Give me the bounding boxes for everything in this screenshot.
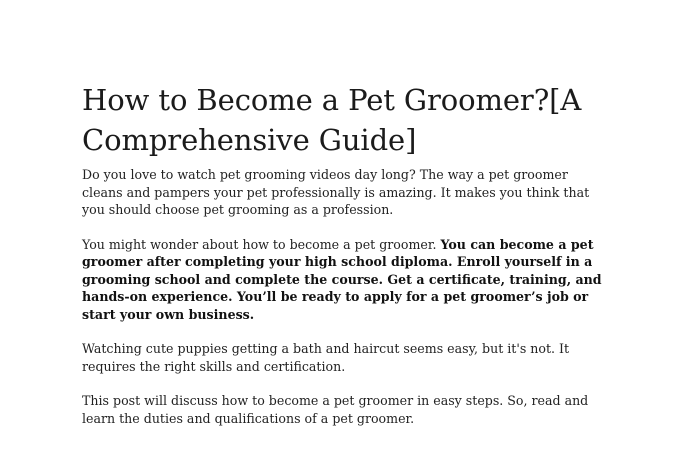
article-title: How to Become a Pet Groomer?[A Comprehensive Guide]	[82, 83, 582, 157]
summary-paragraph	[82, 236, 602, 324]
intro-paragraph: Do you love to watch pet grooming videos day long? The way a pet groomer cleans and pampers your pet professionally is amazing. It makes you think that you should choose pet grooming as a profession.	[82, 167, 590, 217]
article	[82, 80, 602, 427]
summary-lead-text: You might wonder about how to become a pet groomer.	[82, 236, 441, 252]
skills-paragraph: Watching cute puppies getting a bath and haircut seems easy, but it's not. It requires the right skills and certification.	[82, 341, 570, 374]
post-overview-paragraph: This post will discuss how to become a pet groomer in easy steps. So, read and learn the duties and qualifications of a pet groomer.	[82, 393, 589, 426]
summary-bold-text: You can become a pet groomer after completing your high school diploma. Enroll yourself in a grooming school and complete the course. Get a certificate, training, and hands-on experience. You’ll be ready to apply for a pet groomer’s job or start your own business.	[82, 236, 602, 322]
